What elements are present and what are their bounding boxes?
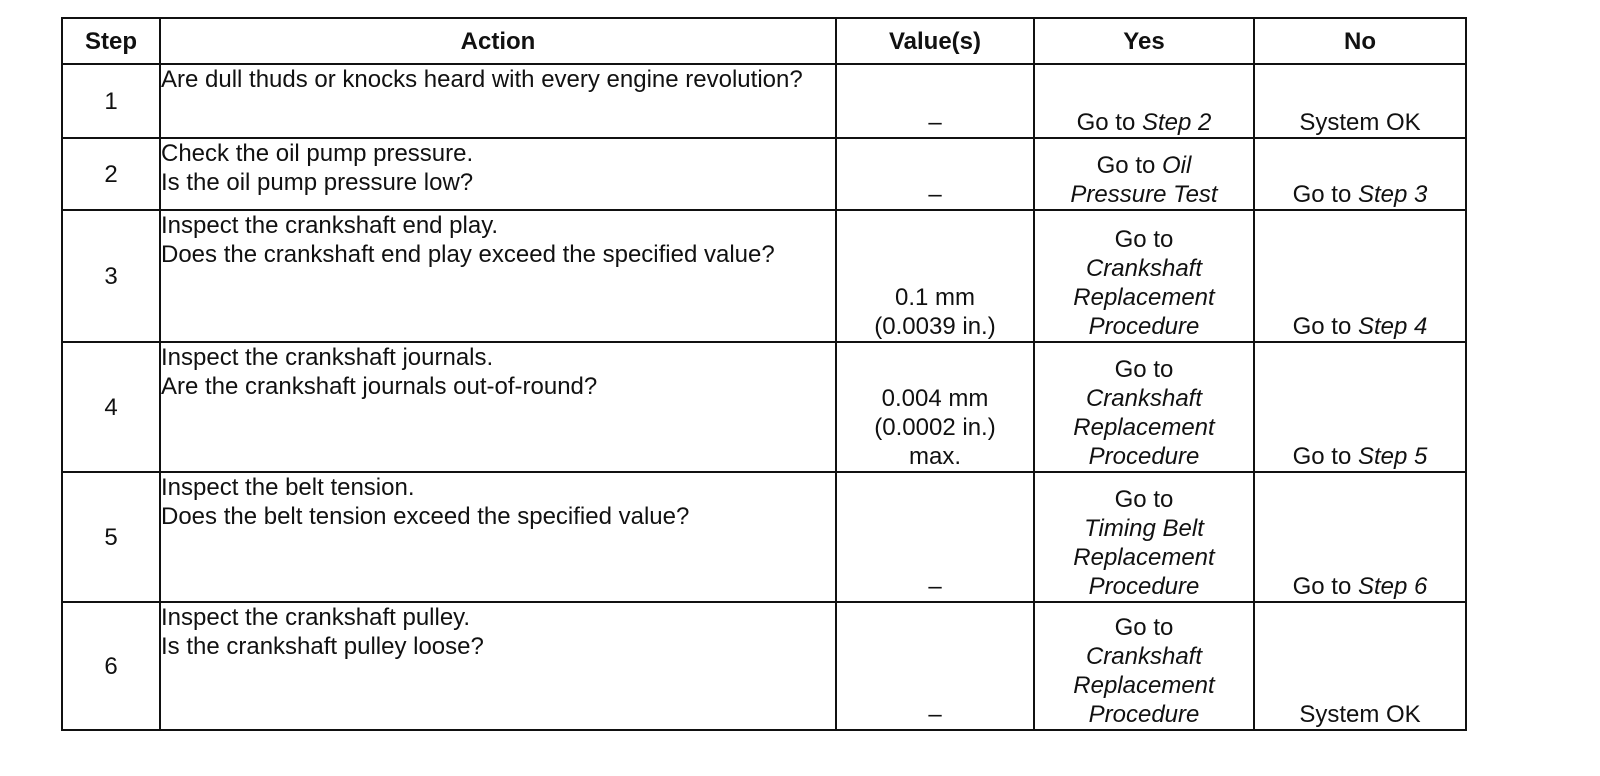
no-cell: [1254, 342, 1466, 472]
yes-line: [1035, 613, 1253, 642]
yes-line: [1035, 180, 1253, 209]
yes-line: [1035, 413, 1253, 442]
no-cell: [1254, 64, 1466, 138]
yes-line: [1035, 254, 1253, 283]
no-reference: Step 6: [1357, 573, 1428, 600]
value-text: –: [928, 573, 942, 600]
yes-reference: Replacement: [1073, 284, 1215, 311]
yes-reference: Replacement: [1073, 672, 1215, 699]
step-number: 1: [62, 64, 160, 138]
action-cell: [160, 64, 836, 138]
yes-cell: [1034, 472, 1254, 602]
yes-line: [1035, 514, 1253, 543]
yes-reference: Crankshaft: [1085, 385, 1203, 412]
action-text: Inspect the crankshaft end play.: [161, 212, 499, 239]
no-text: System OK: [1299, 109, 1421, 136]
yes-line: [1035, 384, 1253, 413]
no-reference: Step 4: [1357, 313, 1428, 340]
action-cell: [160, 342, 836, 472]
yes-line: [1035, 700, 1253, 729]
no-line: [1255, 442, 1465, 471]
yes-line: [1035, 108, 1253, 137]
action-text: Is the crankshaft pulley loose?: [161, 633, 484, 660]
header-yes: Yes: [1034, 18, 1254, 64]
table-row: [62, 64, 1466, 138]
yes-line: [1035, 312, 1253, 341]
yes-line: [1035, 151, 1253, 180]
table-row: [62, 342, 1466, 472]
yes-reference: Replacement: [1073, 414, 1215, 441]
table-row: [62, 602, 1466, 730]
no-text: System OK: [1299, 701, 1421, 728]
no-line: [1255, 572, 1465, 601]
value-cell: [836, 602, 1034, 730]
no-cell: [1254, 472, 1466, 602]
action-text: Are dull thuds or knocks heard with every engine revolution?: [161, 66, 803, 93]
yes-text: Go to: [1114, 226, 1174, 253]
value-cell: [836, 342, 1034, 472]
yes-reference: Crankshaft: [1085, 643, 1203, 670]
no-cell: [1254, 138, 1466, 210]
yes-reference: Procedure: [1088, 701, 1200, 728]
value-cell: [836, 472, 1034, 602]
action-text: Inspect the belt tension.: [161, 474, 415, 501]
yes-line: [1035, 355, 1253, 384]
value-text: 0.1 mm: [894, 284, 975, 311]
step-number: 3: [62, 210, 160, 342]
yes-text: Go to: [1114, 486, 1174, 513]
action-cell: [160, 138, 836, 210]
no-line: [1255, 180, 1465, 209]
yes-line: [1035, 543, 1253, 572]
yes-cell: [1034, 342, 1254, 472]
action-cell: [160, 472, 836, 602]
yes-text: Go to: [1114, 356, 1174, 383]
yes-reference: Procedure: [1088, 443, 1200, 470]
table-body: [62, 64, 1466, 730]
header-action: Action: [160, 18, 836, 64]
action-text: Does the belt tension exceed the specified value?: [161, 503, 690, 530]
step-number: 5: [62, 472, 160, 602]
value-cell: [836, 64, 1034, 138]
header-step: Step: [62, 18, 160, 64]
action-text: Inspect the crankshaft pulley.: [161, 604, 471, 631]
action-text: Inspect the crankshaft journals.: [161, 344, 494, 371]
action-text: Check the oil pump pressure.: [161, 140, 474, 167]
no-line: [1255, 312, 1465, 341]
no-cell: [1254, 210, 1466, 342]
no-line: [1255, 108, 1465, 137]
yes-line: [1035, 225, 1253, 254]
no-cell: [1254, 602, 1466, 730]
header-row: [62, 18, 1466, 64]
diagnostic-table: [61, 17, 1467, 731]
no-reference: Step 3: [1357, 181, 1428, 208]
value-cell: [836, 210, 1034, 342]
header-values: Value(s): [836, 18, 1034, 64]
table-row: [62, 472, 1466, 602]
yes-line: [1035, 485, 1253, 514]
yes-reference: Procedure: [1088, 573, 1200, 600]
value-text: (0.0002 in.): [874, 414, 996, 441]
yes-reference: Timing Belt: [1084, 515, 1204, 542]
yes-reference: Pressure Test: [1070, 181, 1218, 208]
no-reference: Step 5: [1357, 443, 1428, 470]
yes-text: Go to: [1096, 152, 1163, 179]
yes-line: [1035, 671, 1253, 700]
yes-line: [1035, 572, 1253, 601]
yes-reference: Crankshaft: [1085, 255, 1203, 282]
yes-reference: Step 2: [1141, 109, 1212, 136]
action-text: Is the oil pump pressure low?: [161, 169, 474, 196]
action-cell: [160, 602, 836, 730]
yes-line: [1035, 642, 1253, 671]
yes-text: Go to: [1114, 614, 1174, 641]
table-row: [62, 138, 1466, 210]
yes-text: Go to: [1076, 109, 1142, 136]
value-text: –: [928, 109, 942, 136]
action-cell: [160, 210, 836, 342]
yes-reference: Replacement: [1073, 544, 1215, 571]
step-number: 2: [62, 138, 160, 210]
value-text: –: [928, 181, 942, 208]
header-no: No: [1254, 18, 1466, 64]
value-text: max.: [908, 443, 961, 470]
no-text: Go to: [1292, 573, 1358, 600]
value-text: (0.0039 in.): [874, 313, 996, 340]
no-line: [1255, 700, 1465, 729]
yes-reference: Oil: [1162, 152, 1192, 179]
yes-cell: [1034, 138, 1254, 210]
yes-cell: [1034, 602, 1254, 730]
table-row: [62, 210, 1466, 342]
yes-reference: Procedure: [1088, 313, 1200, 340]
action-text: Are the crankshaft journals out-of-round?: [161, 373, 598, 400]
yes-cell: [1034, 210, 1254, 342]
step-number: 6: [62, 602, 160, 730]
action-text: Does the crankshaft end play exceed the specified value?: [161, 241, 775, 268]
no-text: Go to: [1292, 181, 1358, 208]
value-text: 0.004 mm: [881, 385, 989, 412]
value-cell: [836, 138, 1034, 210]
yes-line: [1035, 283, 1253, 312]
step-number: 4: [62, 342, 160, 472]
yes-line: [1035, 442, 1253, 471]
no-text: Go to: [1292, 443, 1358, 470]
value-text: –: [928, 701, 942, 728]
yes-cell: [1034, 64, 1254, 138]
no-text: Go to: [1292, 313, 1358, 340]
